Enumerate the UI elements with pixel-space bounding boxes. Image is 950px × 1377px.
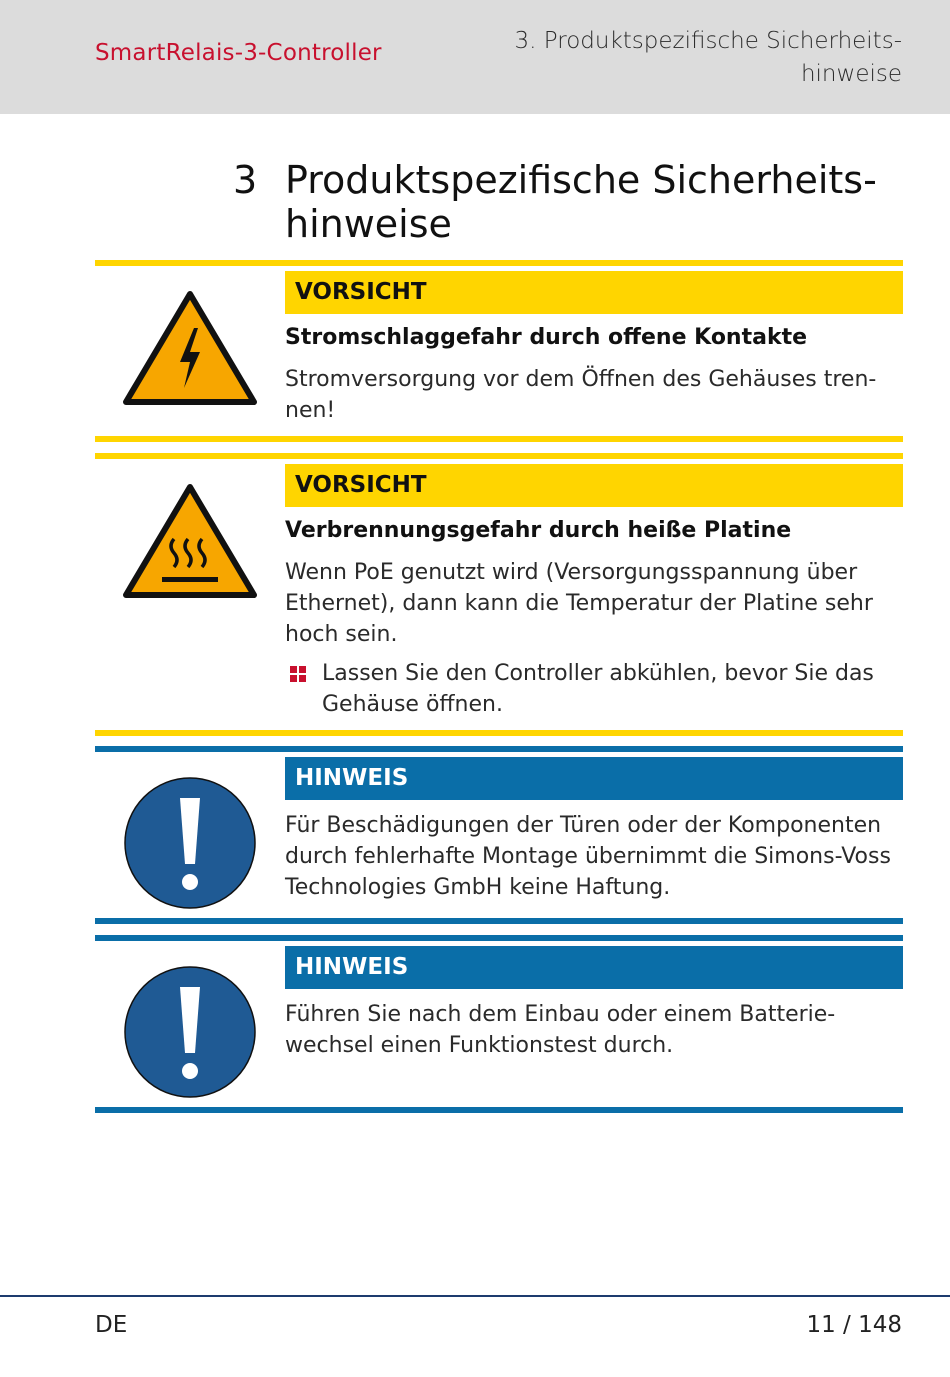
notice-label: HINWEIS: [285, 946, 903, 989]
chapter-number: 3: [233, 158, 258, 202]
notice-text: Für Beschädigungen der Türen oder der Komponenten durch fehlerhafte Montage übernimmt die Simons-Voss Technologies GmbH keine Haftung.: [285, 813, 891, 900]
notice-heading: Stromschlaggefahr durch offene Kontakte: [285, 325, 808, 350]
notice-top-rule: [95, 260, 903, 266]
notice-text: Wenn PoE genutzt wird (Versorgungsspannung über Ethernet), dann kann die Temperatur der Platine sehr hoch sein.: [285, 560, 873, 647]
notice-text: Führen Sie nach dem Einbau oder einem Batterie-wechsel einen Funktionstest durch.: [285, 1002, 836, 1058]
footer-divider: [0, 1295, 950, 1297]
notice-heading: Verbrennungsgefahr durch heiße Platine: [285, 518, 792, 543]
page-header: [0, 0, 950, 114]
notice-bottom-rule: [95, 436, 903, 442]
caution-label: VORSICHT: [285, 271, 903, 314]
notice-top-rule: [95, 935, 903, 941]
notice-bottom-rule: [95, 1107, 903, 1113]
notice-text: Stromversorgung vor dem Öffnen des Gehäuses tren-nen!: [285, 367, 877, 423]
exclamation-icon: [122, 965, 258, 1099]
electric-hazard-icon: [122, 288, 258, 408]
notice-top-rule: [95, 453, 903, 459]
notice-label: HINWEIS: [285, 757, 903, 800]
page-number: 11 / 148: [806, 1312, 902, 1338]
running-section-title: 3. Produktspezifische Sicherheits-hinweise: [514, 28, 902, 87]
exclamation-icon: [122, 776, 258, 910]
footer-language: DE: [95, 1312, 128, 1338]
instruction-bullet-icon: [290, 666, 306, 682]
caution-label: VORSICHT: [285, 464, 903, 507]
notice-top-rule: [95, 746, 903, 752]
notice-bottom-rule: [95, 730, 903, 736]
hot-surface-icon: [122, 481, 258, 601]
chapter-title: Produktspezifische Sicherheits-hinweise: [285, 158, 877, 246]
instruction-text: Lassen Sie den Controller abkühlen, bevor Sie das Gehäuse öffnen.: [322, 661, 874, 717]
notice-bottom-rule: [95, 918, 903, 924]
product-name: SmartRelais-3-Controller: [95, 40, 382, 66]
